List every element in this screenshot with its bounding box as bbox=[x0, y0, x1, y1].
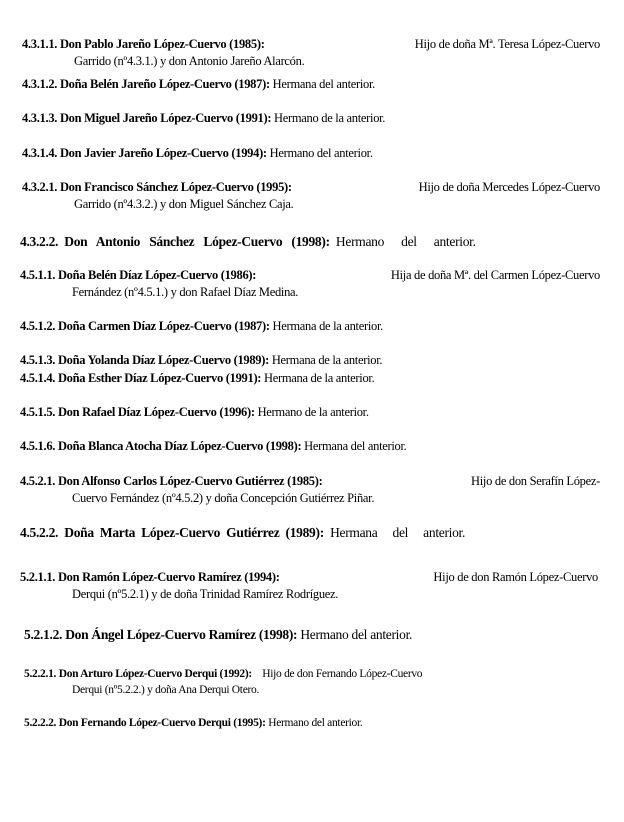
entry-name: Doña Yolanda Díaz López-Cuervo (1989): bbox=[57, 353, 269, 367]
entry-name: Don Antonio Sánchez López-Cuervo (1998): bbox=[64, 234, 330, 249]
entry-5-2-2-2 bbox=[24, 715, 362, 731]
entry-number: 4.5.2.2. bbox=[20, 525, 59, 540]
entry-text: Hijo de don Ramón López-Cuervo bbox=[433, 570, 598, 584]
entry-text: Hermana de la anterior. bbox=[272, 319, 383, 333]
entry-number: 4.5.1.6. bbox=[20, 439, 56, 453]
entry-5-2-1-2 bbox=[24, 626, 412, 643]
entry-text: Hermana del anterior. bbox=[272, 77, 375, 91]
entry-text: Hija de doña Mª. del Carmen López-Cuervo bbox=[390, 268, 600, 282]
entry-4-5-2-1 bbox=[20, 473, 600, 507]
entry-text-continued: Fernández (nº4.5.1.) y don Rafael Díaz Medina. bbox=[72, 285, 299, 299]
entry-name: Don Pablo Jareño López-Cuervo (1985): bbox=[59, 37, 265, 51]
entry-name: Don Alfonso Carlos López-Cuervo Gutiérrez (1985): bbox=[57, 474, 323, 488]
entry-name: Don Miguel Jareño López-Cuervo (1991): bbox=[59, 111, 272, 125]
entry-name: Don Rafael Díaz López-Cuervo (1996): bbox=[57, 405, 255, 419]
entry-4-3-2-1 bbox=[22, 179, 600, 213]
entry-text: Hermano de la anterior. bbox=[274, 111, 386, 125]
entry-4-3-2-2 bbox=[20, 233, 570, 250]
entry-text: Hijo de doña Mercedes López-Cuervo bbox=[418, 180, 600, 194]
entry-name: Doña Esther Díaz López-Cuervo (1991): bbox=[57, 371, 262, 385]
entry-text: Hijo de don Serafín López- bbox=[471, 474, 600, 488]
entry-number: 4.3.1.3. bbox=[22, 111, 58, 125]
entry-4-5-1-6 bbox=[20, 438, 406, 455]
entry-name: Doña Belén Díaz López-Cuervo (1986): bbox=[57, 268, 257, 282]
entry-text: Hermana del anterior. bbox=[330, 525, 466, 540]
entry-text: Hermano del anterior. bbox=[335, 234, 476, 249]
entry-name: Don Fernando López-Cuervo Derqui (1995): bbox=[58, 717, 266, 729]
entry-name: Don Ángel López-Cuervo Ramírez (1998): bbox=[65, 627, 298, 642]
entry-4-5-1-4 bbox=[20, 370, 374, 387]
entry-text: Hermana de la anterior. bbox=[264, 371, 375, 385]
entry-number: 4.3.1.2. bbox=[22, 77, 58, 91]
entry-name: Don Francisco Sánchez López-Cuervo (1995): bbox=[59, 180, 292, 194]
entry-4-3-1-4 bbox=[22, 145, 373, 162]
entry-name: Don Ramón López-Cuervo Ramírez (1994): bbox=[57, 570, 280, 584]
entry-text: Hijo de don Fernando López-Cuervo bbox=[262, 668, 423, 680]
entry-number: 4.5.1.3. bbox=[20, 353, 56, 367]
entry-text: Hermano del anterior. bbox=[269, 146, 373, 160]
entry-number: 4.3.1.1. bbox=[22, 37, 58, 51]
entry-4-3-1-1 bbox=[22, 36, 600, 70]
entry-number: 5.2.2.2. bbox=[24, 717, 57, 729]
entry-number: 4.3.1.4. bbox=[22, 146, 58, 160]
entry-5-2-1-1 bbox=[20, 569, 598, 603]
entry-number: 5.2.2.1. bbox=[24, 668, 57, 680]
entry-4-3-1-2 bbox=[22, 76, 375, 93]
entry-text-continued: Derqui (nº5.2.1) y de doña Trinidad Ramírez Rodríguez. bbox=[72, 587, 339, 601]
entry-number: 4.5.1.2. bbox=[20, 319, 56, 333]
entry-4-5-1-1 bbox=[20, 267, 600, 301]
entry-5-2-2-1 bbox=[24, 666, 564, 698]
entry-number: 4.3.2.2. bbox=[20, 234, 59, 249]
entry-4-5-1-2 bbox=[20, 318, 383, 335]
entry-text-continued: Garrido (nº4.3.1.) y don Antonio Jareño Alarcón. bbox=[74, 54, 305, 68]
entry-number: 4.5.1.5. bbox=[20, 405, 56, 419]
entry-name: Doña Blanca Atocha Díaz López-Cuervo (1998): bbox=[57, 439, 302, 453]
entry-number: 5.2.1.2. bbox=[24, 627, 63, 642]
entry-text: Hermano del anterior. bbox=[268, 717, 363, 729]
entry-4-5-1-3 bbox=[20, 352, 382, 369]
entry-name: Don Javier Jareño López-Cuervo (1994): bbox=[59, 146, 267, 160]
entry-text-continued: Derqui (nº5.2.2.) y doña Ana Derqui Otero. bbox=[72, 684, 260, 696]
entry-number: 4.5.1.4. bbox=[20, 371, 56, 385]
entry-4-5-1-5 bbox=[20, 404, 369, 421]
entry-4-3-1-3 bbox=[22, 110, 385, 127]
entry-number: 5.2.1.1. bbox=[20, 570, 56, 584]
entry-name: Don Arturo López-Cuervo Derqui (1992): bbox=[58, 668, 252, 680]
entry-text-continued: Cuervo Fernández (nº4.5.2) y doña Concepción Gutiérrez Piñar. bbox=[72, 491, 375, 505]
entry-number: 4.5.1.1. bbox=[20, 268, 56, 282]
entry-text: Hermana del anterior. bbox=[304, 439, 407, 453]
entry-name: Doña Belén Jareño López-Cuervo (1987): bbox=[59, 77, 270, 91]
entry-text: Hermana de la anterior. bbox=[271, 353, 383, 367]
entry-number: 4.5.2.1. bbox=[20, 474, 56, 488]
entry-number: 4.3.2.1. bbox=[22, 180, 58, 194]
entry-4-5-2-2 bbox=[20, 524, 465, 541]
entry-text-continued: Garrido (nº4.3.2.) y don Miguel Sánchez Caja. bbox=[74, 197, 294, 211]
entry-text: Hermano del anterior. bbox=[300, 627, 413, 642]
entry-name: Doña Marta López-Cuervo Gutiérrez (1989): bbox=[64, 525, 324, 540]
entry-text: Hijo de doña Mª. Teresa López-Cuervo bbox=[414, 37, 600, 51]
entry-text: Hermano de la anterior. bbox=[257, 405, 369, 419]
entry-name: Doña Carmen Díaz López-Cuervo (1987): bbox=[57, 319, 270, 333]
